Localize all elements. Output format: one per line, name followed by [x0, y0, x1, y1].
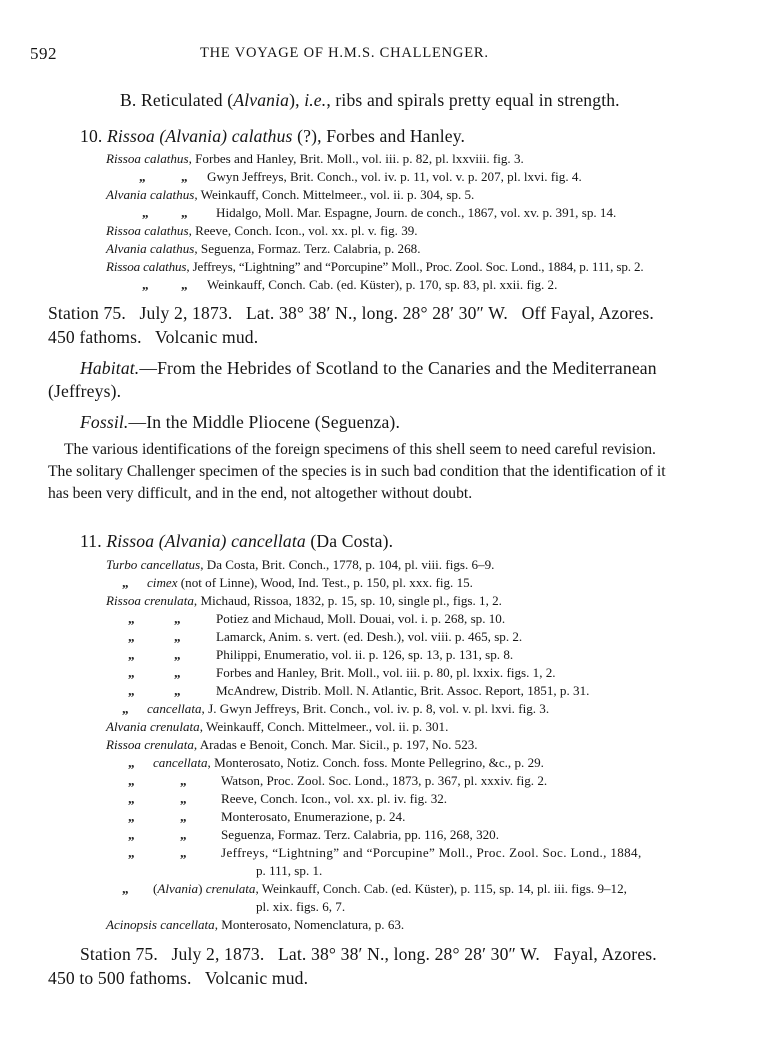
synonym-entry [221, 827, 499, 843]
ditto-mark: „ [128, 629, 135, 644]
ditto-mark: „ [128, 827, 135, 842]
synonym-entry [216, 647, 513, 663]
ditto-mark: „ [128, 611, 135, 626]
synonym-reference: , Forbes and Hanley, Brit. Moll., vol. iii. p. 82, pl. lxxviii. fig. 3. [188, 151, 524, 166]
section-heading [120, 90, 620, 111]
ditto-mark: „ [128, 791, 135, 806]
synonym-reference: , Monterosato, Nomenclatura, p. 63. [214, 917, 405, 932]
synonym-taxon: cimex [147, 575, 178, 590]
remark-line: has been very difficult, and in the end, not altogether without doubt. [48, 485, 473, 502]
ditto-mark: „ [128, 845, 135, 860]
station-line: Station 75. July 2, 1873. Lat. 38° 38′ N., long. 28° 28′ 30″ W. Off Fayal, Azores. [48, 303, 654, 323]
synonym-entry [106, 593, 502, 609]
synonym-entry [207, 169, 582, 185]
synonym-paren: ) [198, 881, 206, 896]
fossil-label: Fossil. [80, 412, 129, 432]
synonym-entry [207, 277, 557, 293]
species-qualifier: (?) [297, 126, 318, 146]
synonym-taxon: Rissoa crenulata [106, 737, 194, 752]
ditto-mark: „ [142, 277, 149, 292]
synonym-taxon: Alvania [157, 881, 199, 896]
habitat-label: Habitat. [80, 358, 140, 378]
heading-ie: i.e. [304, 90, 327, 110]
ditto-mark: „ [122, 881, 129, 896]
habitat-text: —From the Hebrides of Scotland to the Canaries and the Mediterranean [139, 358, 657, 378]
ditto-mark: „ [142, 205, 149, 220]
species-name: Rissoa (Alvania) cancellata [106, 531, 306, 551]
ditto-mark: „ [139, 169, 146, 184]
synonym-reference: Weinkauff, Conch. Cab. (ed. Küster), p. 170, sp. 83, pl. xxii. fig. 2. [207, 277, 558, 292]
heading-genus: Alvania [233, 90, 290, 110]
ditto-mark: „ [128, 647, 135, 662]
ditto-mark: „ [128, 683, 135, 698]
heading-mid: ), [289, 90, 305, 110]
ditto-mark: „ [180, 791, 187, 806]
synonym-reference: , Aradas e Benoit, Conch. Mar. Sicil., p. 197, No. 523. [193, 737, 478, 752]
synonym-reference: , Weinkauff, Conch. Mittelmeer., vol. ii. p. 301. [199, 719, 449, 734]
synonym-reference: Jeffreys, “Lightning” and “Porcupine” Moll., Proc. Zool. Soc. Lond., 1884, [221, 845, 642, 860]
synonym-taxon: Rissoa calathus [106, 223, 189, 238]
ditto-mark: „ [122, 575, 129, 590]
synonym-entry [221, 791, 447, 807]
synonym-reference: Reeve, Conch. Icon., vol. xx. pl. iv. fig. 32. [221, 791, 448, 806]
synonym-taxon: Alvania crenulata [106, 719, 200, 734]
synonym-taxon: Rissoa calathus [106, 259, 187, 274]
page-header [30, 44, 750, 68]
synonym-reference: , Weinkauff, Conch. Cab. (ed. Küster), p. 115, sp. 14, pl. iii. figs. 9–12, [255, 881, 627, 896]
synonym-reference: Lamarck, Anim. s. vert. (ed. Desh.), vol. viii. p. 465, sp. 2. [216, 629, 523, 644]
ditto-mark: „ [181, 277, 188, 292]
synonym-reference: Forbes and Hanley, Brit. Moll., vol. iii. p. 80, pl. lxxix. figs. 1, 2. [216, 665, 556, 680]
species-name: Rissoa (Alvania) calathus [107, 126, 293, 146]
synonym-entry [153, 755, 544, 771]
synonym-reference: Potiez and Michaud, Moll. Douai, vol. i. p. 268, sp. 10. [216, 611, 506, 626]
ditto-mark: „ [174, 665, 181, 680]
synonym-taxon: Alvania calathus [106, 241, 195, 256]
heading-prefix: B. Reticulated ( [120, 90, 234, 110]
ditto-mark: „ [181, 169, 188, 184]
ditto-mark: „ [128, 809, 135, 824]
synonym-entry [147, 575, 473, 591]
synonym-paren: ( [153, 881, 158, 896]
synonym-entry [216, 205, 616, 221]
synonym-reference: , Weinkauff, Conch. Mittelmeer., vol. ii. p. 304, sp. 5. [194, 187, 475, 202]
page-number: 592 [30, 44, 57, 63]
synonym-taxon: cancellata [147, 701, 202, 716]
ditto-mark: „ [174, 629, 181, 644]
synonym-continuation: p. 111, sp. 1. [256, 863, 323, 878]
remark-line: The solitary Challenger specimen of the species is in such bad condition that the identification of it [48, 463, 666, 480]
synonym-entry [216, 629, 522, 645]
ditto-mark: „ [180, 809, 187, 824]
running-title: THE VOYAGE OF H.M.S. CHALLENGER. [200, 45, 489, 61]
species-10-title [80, 126, 465, 147]
synonym-entry [106, 719, 448, 735]
fossil-paragraph [80, 412, 400, 433]
synonym-entry [106, 223, 418, 239]
synonym-taxon: cancellata [153, 755, 208, 770]
ditto-mark: „ [181, 205, 188, 220]
synonym-continuation: pl. xix. figs. 6, 7. [256, 899, 346, 914]
species-number: 10. [80, 126, 103, 146]
synonym-reference: , Da Costa, Brit. Conch., 1778, p. 104, pl. viii. figs. 6–9. [200, 557, 495, 572]
remark-line: The various identifications of the foreign specimens of this shell seem to need careful revision. [64, 441, 656, 458]
synonym-taxon: Rissoa calathus [106, 151, 189, 166]
synonym-taxon: Turbo cancellatus [106, 557, 201, 572]
synonym-entry [106, 259, 644, 275]
synonym-entry [221, 773, 547, 789]
synonym-taxon: crenulata [205, 881, 256, 896]
synonym-taxon: Alvania calathus [106, 187, 195, 202]
synonym-reference: Seguenza, Formaz. Terz. Calabria, pp. 116, 268, 320. [221, 827, 499, 842]
synonym-reference: , Michaud, Rissoa, 1832, p. 15, sp. 10, single pl., figs. 1, 2. [193, 593, 502, 608]
ditto-mark: „ [180, 827, 187, 842]
station-line: Station 75. July 2, 1873. Lat. 38° 38′ N., long. 28° 28′ 30″ W. Fayal, Azores. [80, 944, 657, 964]
synonym-entry [106, 151, 524, 167]
synonym-entry [221, 809, 405, 825]
synonym-entry [106, 187, 474, 203]
fossil-text: —In the Middle Pliocene (Seguenza). [128, 412, 400, 432]
synonym-entry [106, 917, 404, 933]
synonym-reference: McAndrew, Distrib. Moll. N. Atlantic, Brit. Assoc. Report, 1851, p. 31. [216, 683, 590, 698]
synonym-entry [221, 845, 642, 861]
synonym-taxon: Acinopsis cancellata [106, 917, 215, 932]
synonym-reference: Philippi, Enumeratio, vol. ii. p. 126, sp. 13, p. 131, sp. 8. [216, 647, 514, 662]
synonym-reference: Watson, Proc. Zool. Soc. Lond., 1873, p. 367, pl. xxxiv. fig. 2. [221, 773, 548, 788]
synonym-entry [106, 557, 494, 573]
synonym-entry [153, 881, 627, 897]
species-number: 11. [80, 531, 102, 551]
synonym-reference: (not of Linne), Wood, Ind. Test., p. 150, pl. xxx. fig. 15. [177, 575, 473, 590]
synonym-reference: Gwyn Jeffreys, Brit. Conch., vol. iv. p. 11, vol. v. p. 207, pl. lxvi. fig. 4. [207, 169, 582, 184]
ditto-mark: „ [174, 611, 181, 626]
synonym-taxon: Rissoa crenulata [106, 593, 194, 608]
synonym-reference: Monterosato, Enumerazione, p. 24. [221, 809, 406, 824]
synonym-reference: , Seguenza, Formaz. Terz. Calabria, p. 268. [194, 241, 421, 256]
synonym-entry [147, 701, 549, 717]
synonym-reference: Hidalgo, Moll. Mar. Espagne, Journ. de conch., 1867, vol. xv. p. 391, sp. 14. [216, 205, 617, 220]
synonym-entry [216, 665, 556, 681]
ditto-mark: „ [180, 845, 187, 860]
ditto-mark: „ [174, 683, 181, 698]
synonym-entry [106, 241, 420, 257]
station-line: 450 fathoms. Volcanic mud. [48, 327, 259, 347]
synonym-reference: , Reeve, Conch. Icon., vol. xx. pl. v. fig. 39. [188, 223, 418, 238]
synonym-reference: , J. Gwyn Jeffreys, Brit. Conch., vol. iv. p. 8, vol. v. pl. lxvi. fig. 3. [201, 701, 550, 716]
species-authors: (Da Costa). [305, 531, 394, 551]
species-11-title [80, 531, 393, 552]
ditto-mark: „ [122, 701, 129, 716]
habitat-paragraph [80, 358, 657, 379]
synonym-entry [216, 611, 505, 627]
ditto-mark: „ [174, 647, 181, 662]
ditto-mark: „ [128, 755, 135, 770]
ditto-mark: „ [128, 773, 135, 788]
synonym-entry [106, 737, 478, 753]
ditto-mark: „ [128, 665, 135, 680]
synonym-entry [216, 683, 589, 699]
synonym-reference: , Jeffreys, “Lightning” and “Porcupine” Moll., Proc. Zool. Soc. Lond., 1884, p. 111, sp. 2. [186, 259, 644, 274]
synonym-reference: , Monterosato, Notiz. Conch. foss. Monte Pellegrino, &c., p. 29. [207, 755, 544, 770]
heading-suffix: , ribs and spirals pretty equal in strength. [326, 90, 620, 110]
ditto-mark: „ [180, 773, 187, 788]
habitat-continuation: (Jeffreys). [48, 381, 122, 401]
station-line: 450 to 500 fathoms. Volcanic mud. [48, 968, 309, 988]
species-authors: , Forbes and Hanley. [317, 126, 466, 146]
